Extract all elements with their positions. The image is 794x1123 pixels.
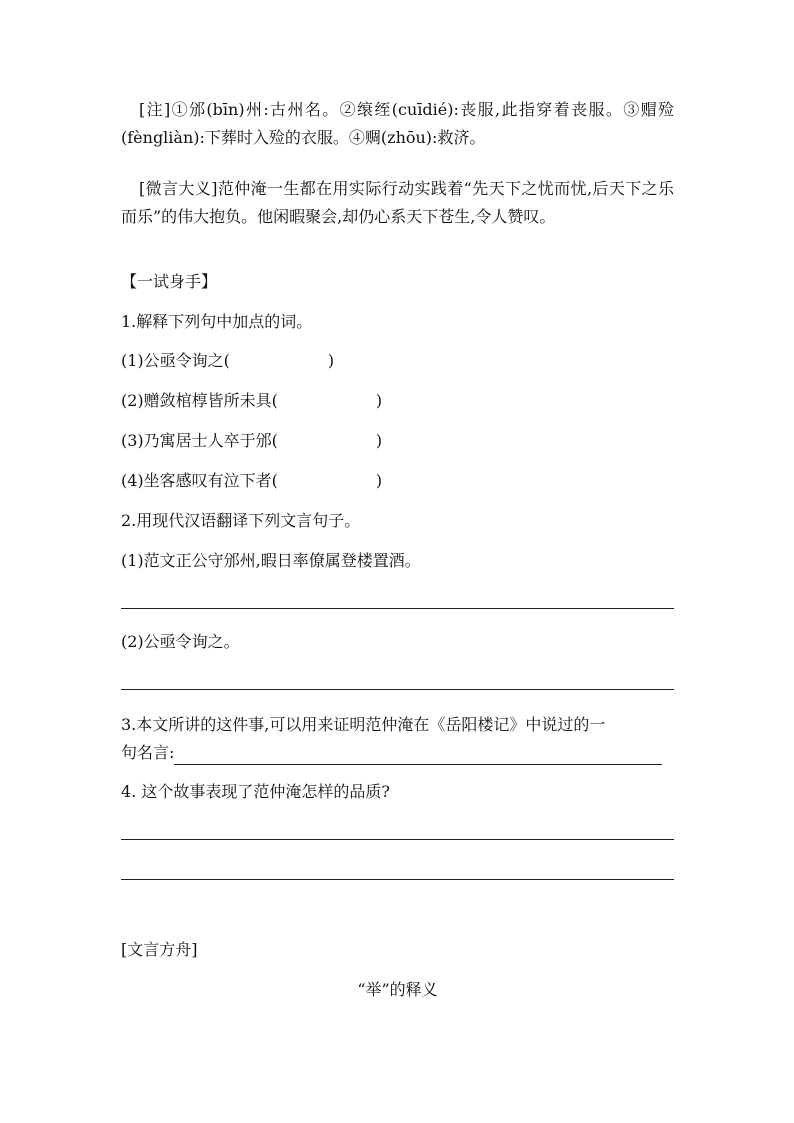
q1-title: 1.解释下列句中加点的词。 (121, 312, 313, 331)
footer-section: [文言方舟] (121, 940, 198, 959)
q1-item-1-text: (1)公亟令询之( (121, 351, 230, 370)
q1-item-1-close: ) (327, 351, 335, 370)
q3-line-2-text: 句名言: (121, 743, 175, 762)
q1-item-2 (121, 389, 382, 413)
q1-item-3-text: (3)乃寓居士人卒于邠( (121, 431, 278, 450)
q1-item-4-close: ) (375, 471, 383, 490)
q2-item-1: (1)范文正公守邠州,暇日率僚属登楼置酒。 (121, 551, 421, 570)
q4-title: 4. 这个故事表现了范仲淹怎样的品质? (121, 782, 390, 801)
note-paragraph: [注]①邠(bīn)州:古州名。②缞绖(cuīdié):丧服,此指穿着丧服。③赗殓(fèngliàn):下葬时入殓的衣服。④赒(zhōu):救济。 (121, 100, 674, 147)
q1-item-3-close: ) (375, 431, 383, 450)
q1-item-2-close: ) (375, 391, 383, 410)
q2-item-2-answer-line[interactable] (121, 689, 674, 690)
q3-line-1: 3.本文所讲的这件事,可以用来证明范仲淹在《岳阳楼记》中说过的一 (121, 715, 606, 734)
q2-title: 2.用现代汉语翻译下列文言句子。 (121, 511, 361, 530)
q4-answer-line-1[interactable] (121, 839, 674, 840)
q1-item-1 (121, 349, 334, 373)
q1-item-3 (121, 429, 382, 453)
q1-item-4-text: (4)坐客感叹有泣下者( (121, 471, 278, 490)
q1-item-4 (121, 469, 382, 493)
q3-line-2 (121, 741, 674, 765)
summary-paragraph: [微言大义]范仲淹一生都在用实际行动实践着“先天下之忧而忧,后天下之乐而乐”的伟大抱负。他闲暇聚会,却仍心系天下苍生,令人赞叹。 (121, 179, 674, 226)
q4-answer-line-2[interactable] (121, 879, 674, 880)
q3-answer-line[interactable] (174, 748, 662, 765)
q1-item-2-text: (2)赠敛棺椁皆所未具( (121, 391, 278, 410)
q2-item-1-answer-line[interactable] (121, 608, 674, 609)
q2-item-2: (2)公亟令询之。 (121, 632, 240, 651)
section-title: 【一试身手】 (121, 272, 218, 291)
footer-title: “举”的释义 (357, 980, 438, 999)
